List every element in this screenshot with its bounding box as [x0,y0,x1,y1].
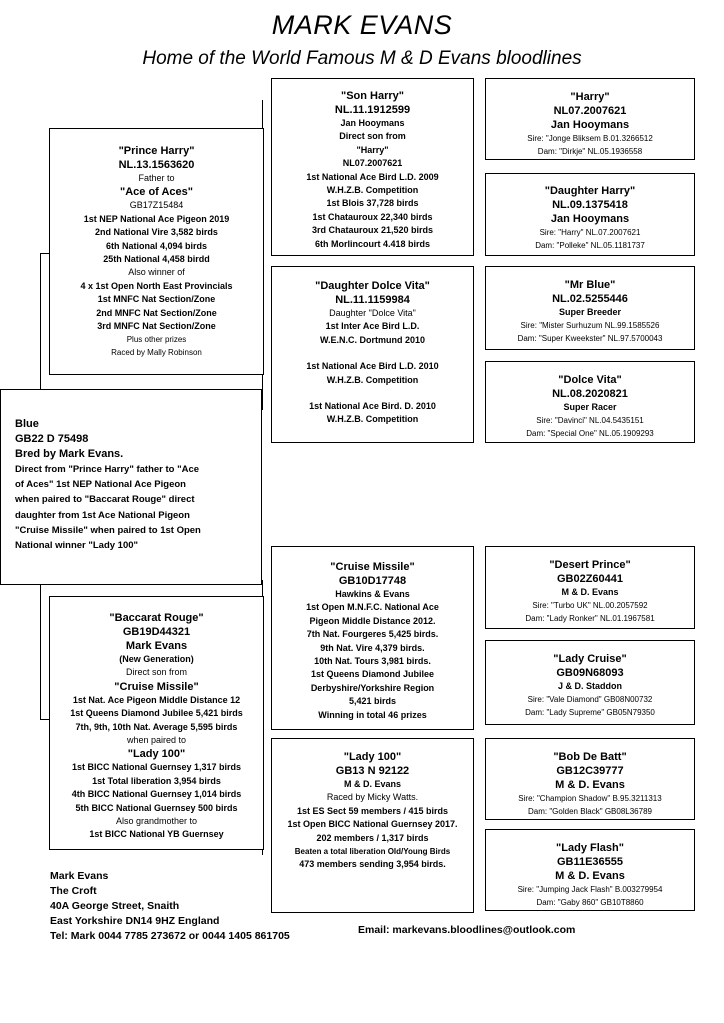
card-line: 1st Inter Ace Bird L.D. [325,321,420,332]
card-line: Daughter "Dolce Vita" [329,308,416,318]
card-line: Also grandmother to [115,816,198,827]
connector-line [40,253,49,254]
contact-phone: Tel: Mark 0044 7785 273672 or 0044 1405 861705 [50,930,290,942]
card-line: Jan Hooymans [340,118,405,128]
card-line: Beaten a total liberation Old/Young Birds [294,847,451,857]
card-line: NL.11.1912599 [334,104,411,116]
dolce-vita-card [485,361,695,443]
card-line: NL.08.2020821 [552,388,628,400]
card-line: Super Racer [563,402,617,412]
prince-harry-card [49,128,264,375]
card-line: 2nd MNFC Nat Section/Zone [96,307,217,318]
card-line: of Aces" 1st NEP National Ace Pigeon [15,479,186,491]
card-line: "Cruise Missile" [114,680,199,693]
card-line: Blue [15,418,39,430]
card-line: Jan Hooymans [550,119,630,131]
connector-line [40,585,41,719]
card-line: Plus other prizes [126,335,187,345]
card-line: Sire: "Champion Shadow" B.95.3211313 [518,794,662,803]
card-line: Dam: "Special One" NL.05.1909293 [526,429,654,439]
card-line: "Son Harry" [340,90,404,102]
cruise-missile-card [271,546,474,730]
card-line: "Desert Prince" [549,559,631,571]
card-line: NL07.2007621 [553,105,627,117]
card-line: Super Breeder [558,307,622,317]
card-line: 473 members sending 3,954 birds. [299,859,446,870]
lady-flash-card [485,829,695,911]
card-line: "Lady Cruise" [553,653,627,665]
card-line: Father to [138,173,175,183]
card-line: "Cruise Missile" [330,561,415,573]
card-line: "Harry" [570,91,610,103]
card-line: Direct son from [339,131,406,142]
card-line: NL.13.1563620 [118,159,195,171]
card-line: Also winner of [128,267,185,278]
card-line: 2nd National Vire 3,582 birds [95,227,218,238]
card-line: 7th, 9th, 10th Nat. Average 5,595 birds [75,721,238,732]
mr-blue-card [485,266,695,350]
card-line: 3rd Chatauroux 21,520 birds [311,225,434,236]
card-line: 1st Queens Diamond Jubilee [310,669,435,680]
lady-100-card [271,738,474,913]
card-line: 1st Open M.N.F.C. National Ace [306,602,439,613]
card-line: 5th BICC National Guernsey 500 birds [75,802,238,813]
card-line: Mark Evans [125,640,188,652]
card-line: 4 x 1st Open North East Provincials [80,280,233,291]
card-line: Raced by Micky Watts. [326,792,419,803]
card-line: when paired to [126,735,187,746]
card-line: 1st BICC National Guernsey 1,317 birds [71,762,242,773]
contact-address [50,869,290,944]
card-line: M & D. Evans [555,779,625,791]
card-line: Dam: "Golden Black" GB08L36789 [528,807,652,816]
card-line: GB10D17748 [338,575,407,587]
card-line: 1st Nat. Ace Pigeon Middle Distance 12 [72,694,241,705]
bob-de-batt-card [485,738,695,820]
card-line: when paired to "Baccarat Rouge" direct [15,494,195,506]
desert-prince-card [485,546,695,629]
card-line: 1st National Ace Bird L.D. 2010 [306,361,439,372]
card-line: daughter from 1st Ace National Pigeon [15,509,190,521]
card-line: Dam: "Polleke" NL.05.1181737 [535,241,645,250]
card-line: 1st Total liberation 3,954 birds [92,775,221,786]
card-line: NL.09.1375418 [552,199,628,211]
card-line: M & D. Evans [555,870,625,882]
card-line: "Lady 100" [127,748,186,761]
card-line: 10th Nat. Tours 3,981 birds. [314,656,431,667]
connector-line [40,719,49,720]
card-line: "Daughter Harry" [544,185,636,197]
card-line: "Lady 100" [343,751,402,763]
card-line: 5,421 birds [348,696,397,707]
daughter-harry-card [485,173,695,256]
card-line: Sire: "Vale Diamond" GB08N00732 [527,695,653,705]
card-line: Dam: "Gaby 860" GB10T8860 [536,898,644,907]
card-line: 9th Nat. Vire 4,379 birds. [320,642,425,653]
card-line: 1st MNFC Nat Section/Zone [97,294,216,305]
card-line: Dam: "Lady Ronker" NL.01.1967581 [525,614,655,624]
card-line: NL07.2007621 [342,158,403,169]
card-line: NL.02.5255446 [552,293,628,305]
card-spacer [272,347,473,360]
lady-cruise-card [485,640,695,725]
card-line: "Mr Blue" [564,279,616,291]
card-line: W.H.Z.B. Competition [326,185,419,196]
harry-card [485,78,695,160]
card-line: Sire: "Jonge Bliksem B.01.3266512 [527,134,653,143]
card-line: 1st Queens Diamond Jubilee 5,421 birds [70,708,243,719]
card-line: W.H.Z.B. Competition [326,414,419,425]
contact-email[interactable]: Email: markevans.bloodlines@outlook.com [358,924,576,936]
baccarat-rouge-card [49,596,264,850]
card-line: GB22 D 75498 [15,433,89,445]
card-line: 1st National Ace Bird. D. 2010 [309,401,436,412]
card-line: Direct son from [125,667,187,678]
card-line: 1st BICC National YB Guernsey [89,829,224,840]
card-line: Sire: "Turbo UK" NL.00.2057592 [532,601,648,611]
card-line: M & D. Evans [561,587,619,597]
card-line: 1st National Ace Bird L.D. 2009 [306,171,439,182]
card-line: GB13 N 92122 [335,765,410,777]
card-line: J & D. Staddon [557,681,622,691]
card-line: Dam: "Dirkje" NL.05.1936558 [537,147,643,156]
page-title: MARK EVANS [271,10,453,40]
card-line: NL.11.1159984 [335,294,410,306]
card-line: Raced by Mally Robinson [111,348,202,358]
card-line: Derbyshire/Yorkshire Region [310,682,435,693]
card-line: Bred by Mark Evans. [15,448,124,460]
card-line: W.E.N.C. Dortmund 2010 [319,334,426,345]
contact-region: East Yorkshire DN14 9HZ England [50,915,220,927]
card-line: GB11E36555 [556,856,624,868]
daughter-dolce-vita-card [271,266,474,443]
card-line: 6th National 4,094 birds [105,240,208,251]
card-line: GB12C39777 [556,765,624,777]
card-line: "Bob De Batt" [553,751,627,763]
card-line: 202 members / 1,317 birds [316,832,429,843]
card-line: "Baccarat Rouge" [109,612,204,624]
card-line: "Prince Harry" [118,145,195,157]
card-line: "Cruise Missile" when paired to 1st Open [15,524,201,536]
connector-line [40,253,41,390]
card-line: Winning in total 46 prizes [318,709,427,720]
card-line: W.H.Z.B. Competition [326,374,419,385]
card-line: GB17Z15484 [129,200,184,211]
card-line: 1st Blois 37,728 birds [326,198,419,209]
contact-name: Mark Evans [50,870,109,882]
card-line: GB02Z60441 [556,573,624,585]
contact-house: The Croft [50,885,97,897]
card-line: 1st NEP National Ace Pigeon 2019 [83,213,230,224]
card-line: National winner "Lady 100" [15,540,139,552]
card-line: "Daughter Dolce Vita" [315,280,430,292]
card-spacer [272,387,473,400]
card-line: Dam: "Lady Supreme" GB05N79350 [525,708,655,718]
card-line: Direct from "Prince Harry" father to "Ace [15,464,200,475]
card-line: GB09N68093 [556,667,624,679]
card-line: 6th Morlincourt 4.418 birds [314,238,431,249]
card-line: "Harry" [356,144,389,155]
blue-card [0,389,262,585]
card-line: GB19D44321 [122,626,191,638]
card-line: 1st Chatauroux 22,340 birds [312,211,433,222]
card-line: "Dolce Vita" [558,374,622,386]
card-line: 1st Open BICC National Guernsey 2017. [287,819,458,830]
card-line: Sire: "Mister Surhuzum NL.99.1585526 [520,321,660,331]
card-line: 25th National 4,458 birdd [103,254,210,265]
card-line: Pigeon Middle Distance 2012. [309,615,436,626]
card-line: Hawkins & Evans [335,589,410,599]
card-line: 1st ES Sect 59 members / 415 birds [296,805,449,816]
card-line: Jan Hooymans [550,213,630,225]
card-line: 7th Nat. Fourgeres 5,425 birds. [306,629,439,640]
card-line: 4th BICC National Guernsey 1,014 birds [71,789,242,800]
card-line: "Lady Flash" [556,842,624,854]
page-subtitle: Home of the World Famous M & D Evans bloodlines [142,48,582,69]
card-line: M & D. Evans [343,779,401,789]
card-line: "Ace of Aces" [120,186,193,199]
son-harry-card [271,78,474,256]
card-line: Sire: "Harry" NL.07.2007621 [539,228,641,237]
card-line: Sire: "Davinci" NL.04.5435151 [536,416,644,426]
card-line: (New Generation) [119,654,194,664]
card-line: Dam: "Super Kweekster" NL.97.5700043 [517,334,663,344]
card-line: Sire: "Jumping Jack Flash" B.003279954 [517,885,663,894]
card-line: 3rd MNFC Nat Section/Zone [97,321,216,332]
contact-street: 40A George Street, Snaith [50,900,180,912]
